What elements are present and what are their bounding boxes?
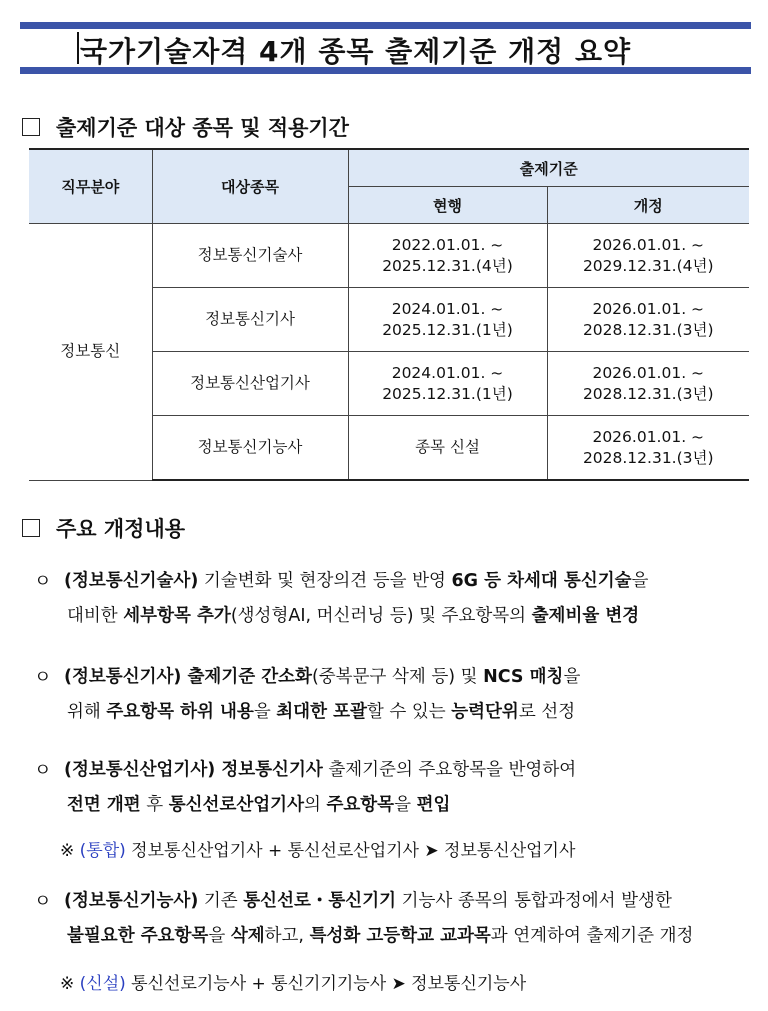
current-period-cell: 2022.01.01. ~ 2025.12.31.(4년) [348,224,547,288]
bullet-mark: ㅇ [34,891,52,912]
section-heading-changes: 주요 개정내용 [22,513,185,543]
bullet-mark: ㅇ [34,760,52,781]
item-cell: 정보통신산업기사 [152,352,348,416]
bullet-item: ㅇ (정보통신기술사) 기술변화 및 현장의견 등을 반영 6G 등 차세대 통신기술을 대비한 세부항목 추가(생성형AI, 머신러닝 등) 및 주요항목의 출제비율 변경 [34,564,754,634]
title-banner [20,22,751,74]
header-item: 대상종목 [152,149,348,224]
bullet-item: ㅇ (정보통신기사) 출제기준 간소화(중복문구 삭제 등) 및 NCS 매칭을 위해 주요항목 하위 내용을 최대한 포괄할 수 있는 능력단위로 선정 [34,660,754,730]
checkbox-square-icon [22,519,40,537]
current-period-cell: 2024.01.01. ~ 2025.12.31.(1년) [348,288,547,352]
bullet-item: ㅇ (정보통신산업기사) 정보통신기사 출제기준의 주요항목을 반영하여 전면 개편 후 통신선로산업기사의 주요항목을 편입 [34,753,754,823]
bullet-item: ㅇ (정보통신기능사) 기존 통신선로・통신기기 기능사 종목의 통합과정에서 발생한 불필요한 주요항목을 삭제하고, 특성화 고등학교 교과목과 연계하여 출제기준 개정 [34,884,754,954]
revised-period-cell: 2026.01.01. ~ 2028.12.31.(3년) [547,352,749,416]
header-revised: 개정 [547,187,749,224]
item-cell: 정보통신기사 [152,288,348,352]
revised-period-cell: 2026.01.01. ~ 2028.12.31.(3년) [547,288,749,352]
header-standard: 출제기준 [348,149,749,187]
section-heading-scope: 출제기준 대상 종목 및 적용기간 [22,112,349,142]
schedule-table [29,148,749,481]
header-field: 직무분야 [29,149,152,224]
checkbox-square-icon [22,118,40,136]
header-current: 현행 [348,187,547,224]
current-period-cell: 종목 신설 [348,416,547,481]
revised-period-cell: 2026.01.01. ~ 2028.12.31.(3년) [547,416,749,481]
field-cell: 정보통신 [29,224,152,481]
item-cell: 정보통신기술사 [152,224,348,288]
page-title: 국가기술자격 4개 종목 출제기준 개정 요약 [80,30,631,70]
new-note: ※ (신설) 통신선로기능사 + 통신기기기능사 ➤ 정보통신기능사 [60,974,527,994]
bullet-mark: ㅇ [34,571,52,592]
item-cell: 정보통신기능사 [152,416,348,481]
merge-note: ※ (통합) 정보통신산업기사 + 통신선로산업기사 ➤ 정보통신산업기사 [60,841,576,861]
current-period-cell: 2024.01.01. ~ 2025.12.31.(1년) [348,352,547,416]
revised-period-cell: 2026.01.01. ~ 2029.12.31.(4년) [547,224,749,288]
table-row [29,224,749,288]
bullet-mark: ㅇ [34,667,52,688]
title-bar-top [20,22,751,29]
